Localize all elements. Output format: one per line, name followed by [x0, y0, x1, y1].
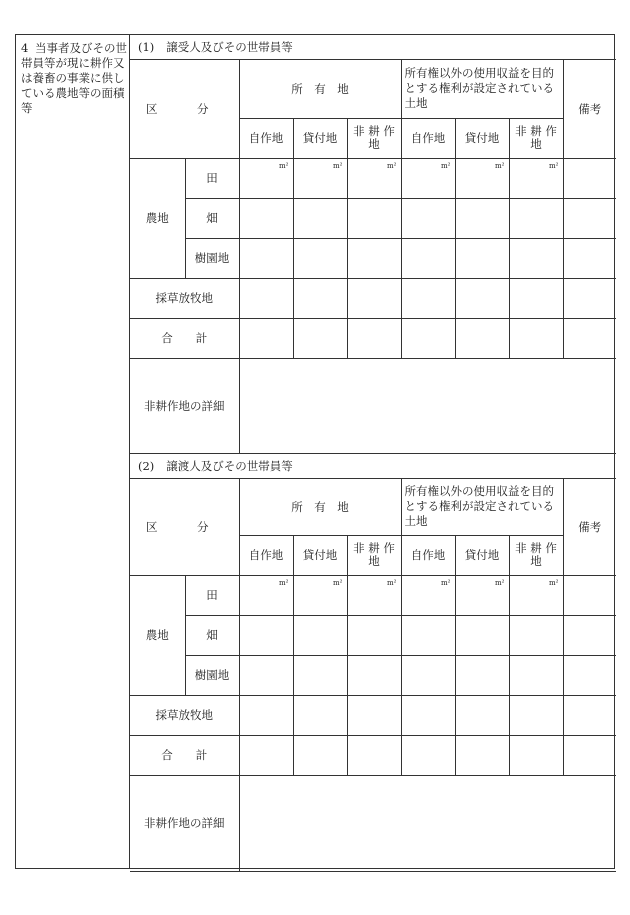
section-number: (2)	[138, 459, 155, 473]
area-cell[interactable]	[509, 278, 563, 318]
area-table	[130, 479, 616, 872]
tables-column	[130, 35, 616, 868]
section-transferee	[130, 35, 616, 453]
area-cell[interactable]	[455, 695, 509, 735]
row-label-hata: 畑	[185, 615, 239, 655]
area-cell[interactable]	[455, 198, 509, 238]
nouchi-label: 農地	[130, 575, 185, 695]
area-cell[interactable]	[347, 695, 401, 735]
area-cell[interactable]	[509, 735, 563, 775]
area-cell[interactable]: m²	[455, 575, 509, 615]
area-cell[interactable]	[509, 695, 563, 735]
area-cell[interactable]	[509, 238, 563, 278]
biko-cell[interactable]	[563, 575, 616, 615]
table-row	[130, 158, 616, 198]
area-cell[interactable]	[401, 318, 455, 358]
area-cell[interactable]: m²	[347, 158, 401, 198]
area-cell[interactable]: m²	[347, 575, 401, 615]
area-cell[interactable]: m²	[239, 158, 293, 198]
row-label-detail: 非耕作地の詳細	[130, 358, 239, 453]
row-label-ta: 田	[185, 575, 239, 615]
biko-cell[interactable]	[563, 318, 616, 358]
table-row	[130, 575, 616, 615]
area-cell[interactable]	[509, 615, 563, 655]
nouchi-label: 農地	[130, 158, 185, 278]
header-other-rights: 所有権以外の使用収益を目的とする権利が設定されている土地	[401, 479, 563, 535]
biko-cell[interactable]	[563, 735, 616, 775]
item-4-label	[21, 41, 127, 116]
header-kashitsuke: 貸付地	[293, 118, 347, 158]
header-kashitsuke: 貸付地	[455, 118, 509, 158]
area-cell[interactable]	[293, 318, 347, 358]
biko-cell[interactable]	[563, 655, 616, 695]
header-hikousaku: 非 耕 作地	[347, 535, 401, 575]
area-cell[interactable]	[347, 238, 401, 278]
area-cell[interactable]	[401, 655, 455, 695]
area-cell[interactable]	[401, 238, 455, 278]
area-cell[interactable]	[239, 318, 293, 358]
table-row	[130, 735, 616, 775]
table-row	[130, 198, 616, 238]
area-cell[interactable]	[455, 238, 509, 278]
area-cell[interactable]	[293, 198, 347, 238]
area-cell[interactable]	[401, 198, 455, 238]
row-label-juenchi: 樹園地	[185, 655, 239, 695]
section-title-text: 譲渡人及びその世帯員等	[166, 459, 293, 473]
area-cell[interactable]	[509, 655, 563, 695]
area-cell[interactable]	[347, 615, 401, 655]
header-owned: 所 有 地	[239, 60, 401, 118]
form-frame	[15, 34, 615, 869]
header-kubun: 区 分	[130, 60, 239, 158]
area-cell[interactable]	[293, 735, 347, 775]
header-hikousaku: 非 耕 作地	[509, 118, 563, 158]
table-row	[130, 695, 616, 735]
biko-cell[interactable]	[563, 238, 616, 278]
biko-cell[interactable]	[563, 278, 616, 318]
header-biko: 備考	[563, 60, 616, 158]
area-cell[interactable]	[239, 198, 293, 238]
row-label-saisou: 採草放牧地	[130, 278, 239, 318]
section-transferor	[130, 453, 616, 870]
header-kashitsuke: 貸付地	[293, 535, 347, 575]
header-jisaku: 自作地	[239, 118, 293, 158]
detail-cell[interactable]	[239, 775, 616, 871]
area-cell[interactable]	[401, 735, 455, 775]
area-cell[interactable]: m²	[401, 575, 455, 615]
row-label-total: 合 計	[130, 735, 239, 775]
header-kubun: 区 分	[130, 479, 239, 575]
area-cell[interactable]	[239, 655, 293, 695]
area-cell[interactable]	[509, 318, 563, 358]
area-cell[interactable]	[455, 615, 509, 655]
row-label-saisou: 採草放牧地	[130, 695, 239, 735]
table-row	[130, 238, 616, 278]
table-row	[130, 358, 616, 453]
area-cell[interactable]	[401, 278, 455, 318]
biko-cell[interactable]	[563, 198, 616, 238]
area-cell[interactable]: m²	[509, 158, 563, 198]
table-row	[130, 655, 616, 695]
area-cell[interactable]: m²	[509, 575, 563, 615]
area-cell[interactable]	[293, 695, 347, 735]
header-jisaku: 自作地	[401, 535, 455, 575]
area-cell[interactable]	[293, 278, 347, 318]
row-label-juenchi: 樹園地	[185, 238, 239, 278]
area-cell[interactable]	[347, 735, 401, 775]
header-other-rights: 所有権以外の使用収益を目的とする権利が設定されている土地	[401, 60, 563, 118]
header-owned: 所 有 地	[239, 479, 401, 535]
area-cell[interactable]	[401, 695, 455, 735]
section-number: (1)	[138, 40, 155, 54]
area-cell[interactable]	[239, 695, 293, 735]
header-jisaku: 自作地	[401, 118, 455, 158]
table-row	[130, 615, 616, 655]
area-cell[interactable]	[293, 238, 347, 278]
section-title-text: 譲受人及びその世帯員等	[166, 40, 293, 54]
area-cell[interactable]	[239, 615, 293, 655]
area-cell[interactable]: m²	[293, 158, 347, 198]
area-cell[interactable]	[401, 615, 455, 655]
header-hikousaku: 非 耕 作地	[347, 118, 401, 158]
area-cell[interactable]	[347, 278, 401, 318]
area-cell[interactable]	[455, 735, 509, 775]
table-row	[130, 318, 616, 358]
area-table	[130, 60, 616, 454]
area-cell[interactable]	[509, 198, 563, 238]
table-row	[130, 278, 616, 318]
area-cell[interactable]	[347, 655, 401, 695]
area-cell[interactable]	[293, 615, 347, 655]
area-cell[interactable]: m²	[293, 575, 347, 615]
section-title	[130, 35, 616, 60]
area-cell[interactable]	[455, 278, 509, 318]
area-cell[interactable]: m²	[401, 158, 455, 198]
area-cell[interactable]: m²	[239, 575, 293, 615]
area-cell[interactable]	[455, 318, 509, 358]
header-hikousaku: 非 耕 作地	[509, 535, 563, 575]
area-cell[interactable]	[293, 655, 347, 695]
biko-cell[interactable]	[563, 158, 616, 198]
header-kashitsuke: 貸付地	[455, 535, 509, 575]
area-cell[interactable]: m²	[455, 158, 509, 198]
area-cell[interactable]	[239, 735, 293, 775]
area-cell[interactable]	[239, 238, 293, 278]
row-label-total: 合 計	[130, 318, 239, 358]
area-cell[interactable]	[239, 278, 293, 318]
biko-cell[interactable]	[563, 615, 616, 655]
biko-cell[interactable]	[563, 695, 616, 735]
row-label-detail: 非耕作地の詳細	[130, 775, 239, 871]
header-jisaku: 自作地	[239, 535, 293, 575]
row-label-ta: 田	[185, 158, 239, 198]
detail-cell[interactable]	[239, 358, 616, 453]
area-cell[interactable]	[347, 198, 401, 238]
section-title	[130, 454, 616, 479]
item-label-column	[16, 35, 130, 868]
area-cell[interactable]	[347, 318, 401, 358]
table-row	[130, 775, 616, 871]
item-text: 当事者及びその世帯員等が現に耕作又は養畜の事業に供している農地等の面積等	[21, 41, 127, 115]
row-label-hata: 畑	[185, 198, 239, 238]
header-biko: 備考	[563, 479, 616, 575]
item-number: 4	[21, 41, 29, 55]
area-cell[interactable]	[455, 655, 509, 695]
